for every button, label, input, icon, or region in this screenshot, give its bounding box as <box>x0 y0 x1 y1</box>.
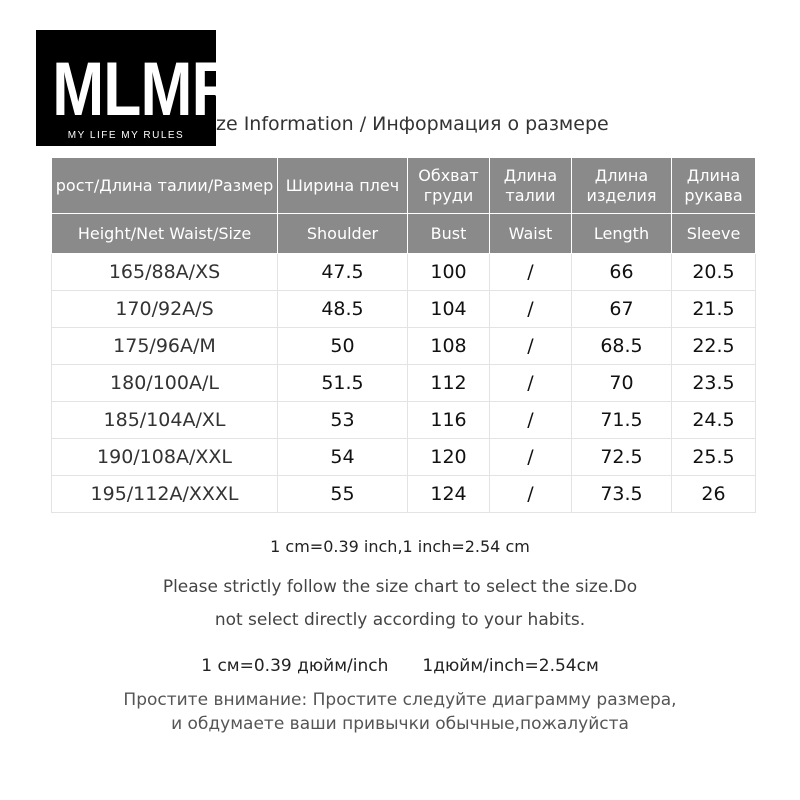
cell-sleeve: 25.5 <box>672 439 756 476</box>
table-row <box>52 402 756 439</box>
cell-bust: 112 <box>408 365 490 402</box>
cell-shoulder: 51.5 <box>278 365 408 402</box>
cell-waist: / <box>490 402 572 439</box>
advice-en-line2: not select directly according to your habits. <box>214 610 586 630</box>
cell-size: 180/100A/L <box>52 365 278 402</box>
cell-sleeve: 20.5 <box>672 254 756 291</box>
cell-sleeve: 26 <box>672 476 756 513</box>
header-en-waist: Waist <box>490 214 572 254</box>
cell-shoulder: 53 <box>278 402 408 439</box>
cell-shoulder: 55 <box>278 476 408 513</box>
cell-length: 71.5 <box>572 402 672 439</box>
cell-bust: 120 <box>408 439 490 476</box>
size-chart-table <box>51 157 756 513</box>
cell-length: 72.5 <box>572 439 672 476</box>
cell-size: 190/108A/XXL <box>52 439 278 476</box>
cell-waist: / <box>490 365 572 402</box>
cell-sleeve: 23.5 <box>672 365 756 402</box>
cell-bust: 100 <box>408 254 490 291</box>
cell-waist: / <box>490 328 572 365</box>
table-row <box>52 365 756 402</box>
header-ru-length: Длина изделия <box>572 158 672 214</box>
cell-bust: 108 <box>408 328 490 365</box>
table-row <box>52 291 756 328</box>
page-title: ze Information / Информация о размере <box>216 113 609 135</box>
cell-length: 73.5 <box>572 476 672 513</box>
cell-length: 70 <box>572 365 672 402</box>
cell-size: 170/92A/S <box>52 291 278 328</box>
header-ru-shoulder: Ширина плеч <box>278 158 408 214</box>
brand-logo <box>36 30 236 146</box>
header-en-shoulder: Shoulder <box>278 214 408 254</box>
header-ru-bust: Обхват груди <box>408 158 490 214</box>
header-ru-sleeve: Длина рукава <box>672 158 756 214</box>
table-row <box>52 328 756 365</box>
header-row-en <box>52 214 756 254</box>
cell-waist: / <box>490 254 572 291</box>
header-en-length: Length <box>572 214 672 254</box>
logo-mark: MLMR <box>52 47 236 132</box>
advice-ru-line1: Простите внимание: Простите следуйте диаграмму размера, <box>123 690 677 710</box>
cell-waist: / <box>490 439 572 476</box>
cell-size: 175/96A/M <box>52 328 278 365</box>
header-ru-size: рост/Длина талии/Размер <box>52 158 278 214</box>
cell-length: 66 <box>572 254 672 291</box>
conversion-ru-cm: 1 см=0.39 дюйм/inch <box>201 656 389 676</box>
cell-size: 195/112A/XXXL <box>52 476 278 513</box>
advice-en-line1: Please strictly follow the size chart to select the size.Do <box>162 577 638 597</box>
cell-shoulder: 54 <box>278 439 408 476</box>
header-en-sleeve: Sleeve <box>672 214 756 254</box>
cell-sleeve: 22.5 <box>672 328 756 365</box>
cell-shoulder: 47.5 <box>278 254 408 291</box>
header-ru-waist: Длина талии <box>490 158 572 214</box>
conversion-note-ru <box>0 656 800 676</box>
cell-bust: 104 <box>408 291 490 328</box>
cell-length: 68.5 <box>572 328 672 365</box>
cell-shoulder: 48.5 <box>278 291 408 328</box>
cell-bust: 124 <box>408 476 490 513</box>
cell-sleeve: 21.5 <box>672 291 756 328</box>
cell-waist: / <box>490 476 572 513</box>
cell-waist: / <box>490 291 572 328</box>
cell-length: 67 <box>572 291 672 328</box>
cell-bust: 116 <box>408 402 490 439</box>
header-en-bust: Bust <box>408 214 490 254</box>
conversion-note-en: 1 cm=0.39 inch,1 inch=2.54 cm <box>270 537 530 556</box>
header-row-ru <box>52 158 756 214</box>
cell-sleeve: 24.5 <box>672 402 756 439</box>
conversion-ru-inch: 1дюйм/inch=2.54см <box>422 656 599 676</box>
table-row <box>52 254 756 291</box>
cell-size: 165/88A/XS <box>52 254 278 291</box>
cell-size: 185/104A/XL <box>52 402 278 439</box>
table-row <box>52 476 756 513</box>
cell-shoulder: 50 <box>278 328 408 365</box>
table-row <box>52 439 756 476</box>
header-en-size: Height/Net Waist/Size <box>52 214 278 254</box>
advice-ru-line2: и обдумаете ваши привычки обычные,пожалуйста <box>171 714 629 734</box>
logo-tagline: MY LIFE MY RULES <box>67 130 185 141</box>
